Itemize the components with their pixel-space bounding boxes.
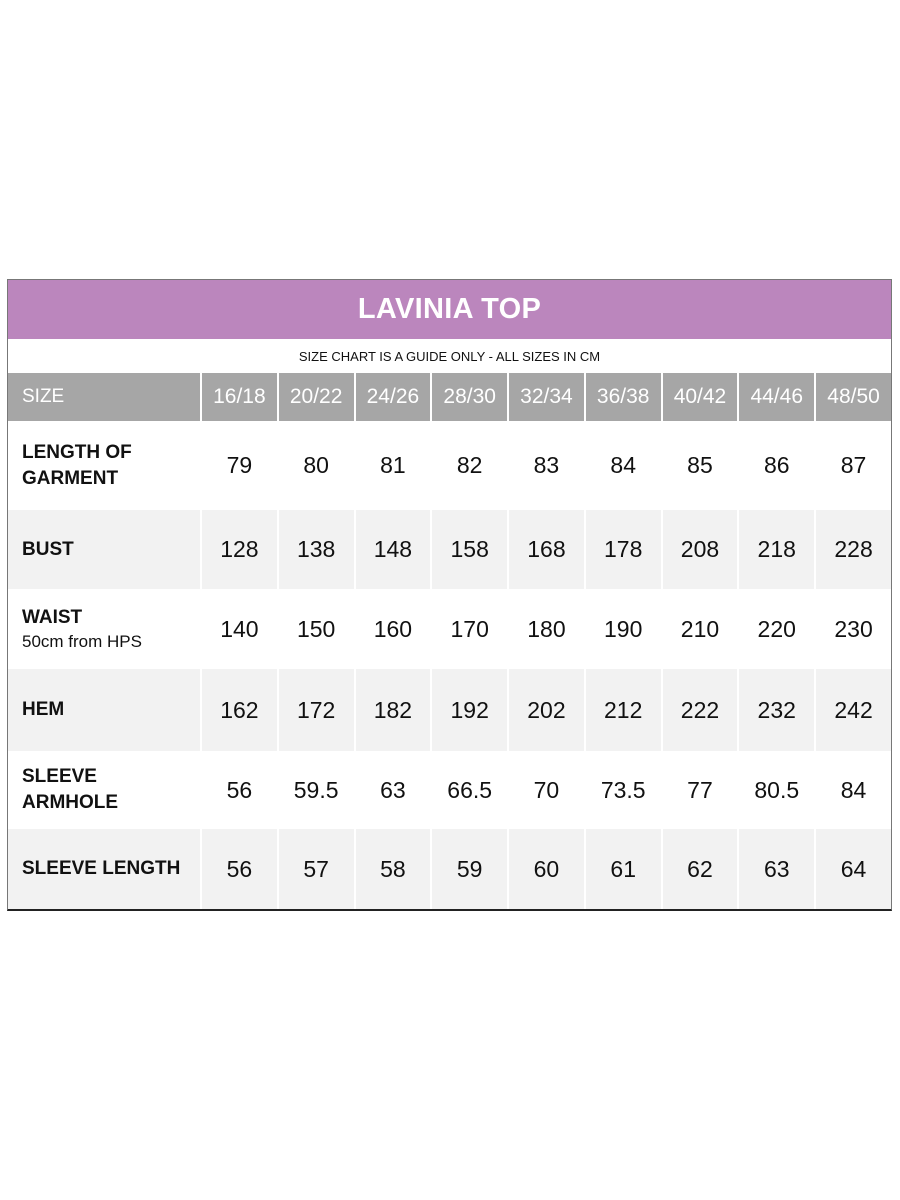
table-cell: 62 (661, 829, 738, 909)
size-header-cell: 48/50 (814, 373, 891, 421)
table-row-sleeve-length (8, 829, 891, 909)
table-cell: 80 (277, 421, 354, 510)
table-cell: 85 (661, 421, 738, 510)
table-cell: 182 (354, 669, 431, 751)
table-cell: 86 (737, 421, 814, 510)
table-row-length-of-garment (8, 421, 891, 510)
table-cell: 128 (200, 510, 277, 589)
row-label-line: SLEEVE LENGTH (22, 858, 181, 879)
table-cell: 180 (507, 589, 584, 669)
row-label (8, 669, 200, 751)
table-cell: 81 (354, 421, 431, 510)
size-header-cell: 44/46 (737, 373, 814, 421)
row-label (8, 829, 200, 909)
size-header-cell: 20/22 (277, 373, 354, 421)
table-cell: 212 (584, 669, 661, 751)
table-cell: 158 (430, 510, 507, 589)
table-cell: 59.5 (277, 751, 354, 829)
table-cell: 228 (814, 510, 891, 589)
table-cell: 73.5 (584, 751, 661, 829)
table-cell: 82 (430, 421, 507, 510)
size-header-cell: 40/42 (661, 373, 738, 421)
size-header-cell: 24/26 (354, 373, 431, 421)
table-cell: 66.5 (430, 751, 507, 829)
table-cell: 63 (354, 751, 431, 829)
table-cell: 58 (354, 829, 431, 909)
table-cell: 138 (277, 510, 354, 589)
table-row-waist (8, 589, 891, 669)
row-label (8, 421, 200, 510)
table-cell: 87 (814, 421, 891, 510)
table-cell: 160 (354, 589, 431, 669)
table-cell: 150 (277, 589, 354, 669)
table-cell: 210 (661, 589, 738, 669)
table-cell: 148 (354, 510, 431, 589)
table-cell: 232 (737, 669, 814, 751)
size-header-row (8, 373, 891, 421)
table-cell: 192 (430, 669, 507, 751)
table-row-bust (8, 510, 891, 589)
table-cell: 208 (661, 510, 738, 589)
table-cell: 202 (507, 669, 584, 751)
table-cell: 70 (507, 751, 584, 829)
chart-title: LAVINIA TOP (8, 280, 891, 339)
row-label-line: HEM (22, 699, 65, 720)
table-cell: 190 (584, 589, 661, 669)
table-cell: 168 (507, 510, 584, 589)
table-cell: 63 (737, 829, 814, 909)
size-header-cell: 28/30 (430, 373, 507, 421)
row-label-note: 50cm from HPS (22, 632, 142, 651)
size-chart (7, 279, 892, 911)
table-cell: 84 (584, 421, 661, 510)
table-cell: 220 (737, 589, 814, 669)
table-cell: 80.5 (737, 751, 814, 829)
table-row-hem (8, 669, 891, 751)
table-cell: 79 (200, 421, 277, 510)
table-cell: 172 (277, 669, 354, 751)
row-label-line: SLEEVE (22, 766, 97, 787)
row-label-line: GARMENT (22, 467, 119, 489)
table-cell: 140 (200, 589, 277, 669)
table-cell: 57 (277, 829, 354, 909)
row-label-line: BUST (22, 538, 74, 560)
size-header-cell: 16/18 (200, 373, 277, 421)
table-cell: 64 (814, 829, 891, 909)
table-cell: 84 (814, 751, 891, 829)
chart-subtitle: SIZE CHART IS A GUIDE ONLY - ALL SIZES IN CM (298, 348, 601, 364)
table-cell: 242 (814, 669, 891, 751)
table-cell: 61 (584, 829, 661, 909)
row-label (8, 589, 200, 669)
table-cell: 170 (430, 589, 507, 669)
row-label (8, 510, 200, 589)
table-cell: 230 (814, 589, 891, 669)
row-label-line: ARMHOLE (22, 792, 119, 813)
table-cell: 56 (200, 751, 277, 829)
size-header-cell: 32/34 (507, 373, 584, 421)
table-cell: 59 (430, 829, 507, 909)
table-cell: 162 (200, 669, 277, 751)
table-cell: 56 (200, 829, 277, 909)
table-row-sleeve-armhole (8, 751, 891, 829)
size-table (8, 373, 891, 909)
table-cell: 178 (584, 510, 661, 589)
table-cell: 218 (737, 510, 814, 589)
row-label-line: WAIST (22, 607, 83, 628)
table-cell: 83 (507, 421, 584, 510)
table-cell: 77 (661, 751, 738, 829)
size-header-cell: 36/38 (584, 373, 661, 421)
row-label-line: LENGTH OF (22, 441, 132, 463)
row-label (8, 751, 200, 829)
size-column-header: SIZE (8, 373, 200, 421)
table-cell: 222 (661, 669, 738, 751)
table-cell: 60 (507, 829, 584, 909)
